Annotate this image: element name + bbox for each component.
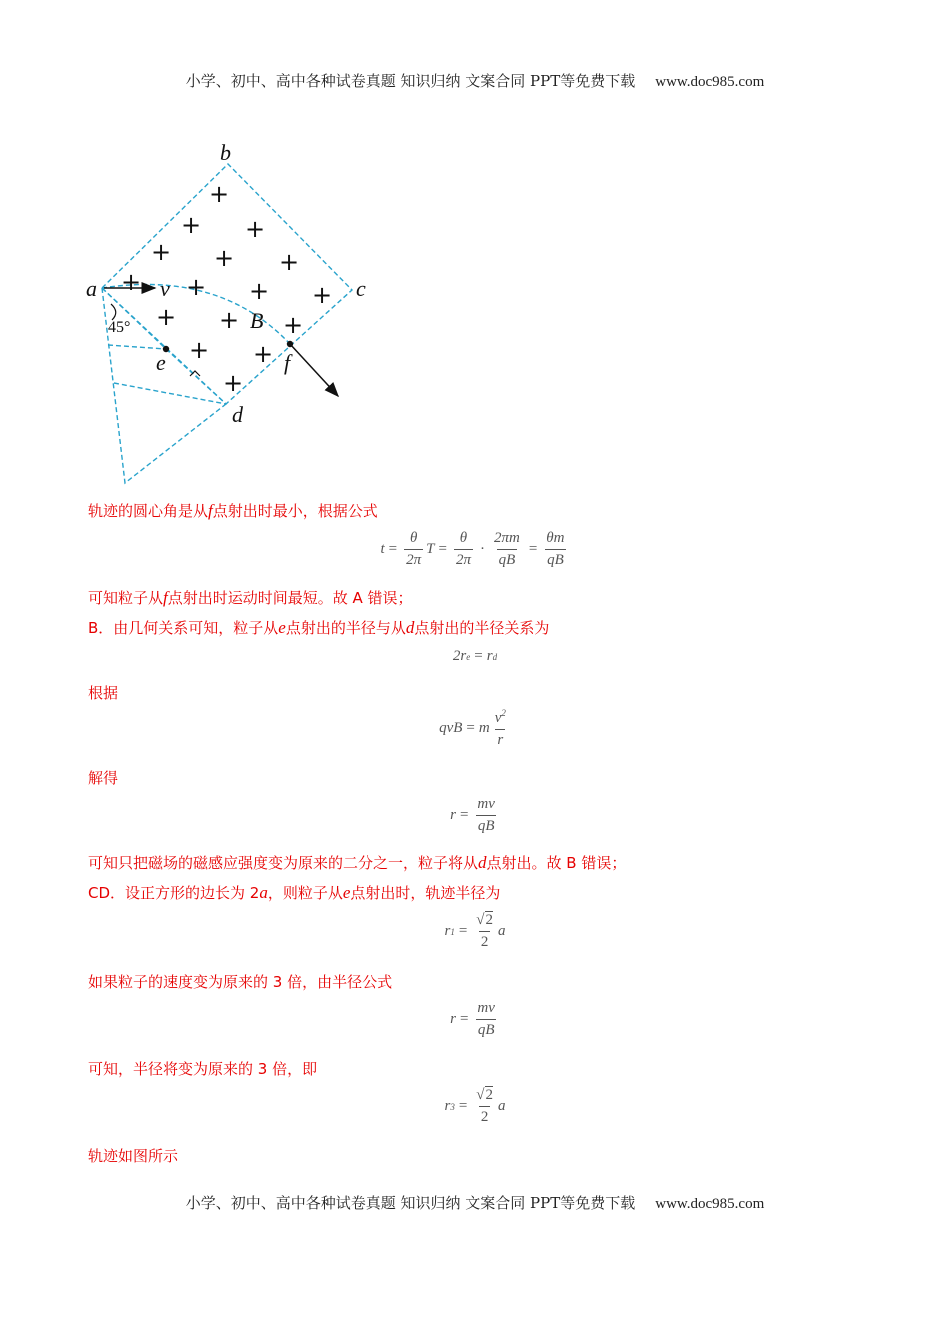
- field-plus: +: [252, 340, 274, 368]
- eq4-equals: =: [459, 807, 469, 823]
- para-5-text: 解得: [88, 769, 119, 787]
- para-10: [88, 1145, 178, 1166]
- para-2-text-b: 点射出时运动时间最短。故 A 错误；: [167, 589, 413, 607]
- field-plus: +: [208, 180, 230, 208]
- page-header: [0, 70, 950, 91]
- construction-line-1: [108, 345, 166, 349]
- equation-r1: [0, 912, 950, 951]
- para-9-text: 可知，半径将变为原来的 3 倍，即: [88, 1060, 318, 1078]
- point-f: [287, 341, 293, 347]
- para-7-var-e: e: [342, 883, 351, 902]
- label-v: v: [160, 276, 170, 301]
- header-text: 小学、初中、高中各种试卷真题 知识归纳 文案合同 PPT等免费下载: [185, 72, 636, 90]
- field-plus: +: [185, 273, 207, 301]
- eq1-equals: =: [388, 541, 398, 557]
- para-1-text-b: 点射出时最小，根据公式: [212, 502, 378, 520]
- eq5-den: 2: [479, 931, 491, 951]
- para-1-text-a: 轨迹的圆心角是从: [88, 502, 209, 520]
- eq3-frac: [493, 708, 508, 749]
- para-7-text-b: ，则粒子从: [267, 884, 343, 902]
- para-4: [88, 682, 118, 703]
- field-plus: +: [155, 303, 177, 331]
- field-plus: +: [213, 244, 235, 272]
- eq1-equals-3: =: [528, 541, 538, 557]
- equation-radius-relation: [0, 648, 950, 665]
- para-10-text: 轨迹如图所示: [88, 1147, 179, 1165]
- eq7-den: 2: [479, 1106, 491, 1126]
- equation-lorentz: [0, 708, 950, 749]
- eq5-frac: [474, 912, 495, 951]
- para-7-var-a: a: [259, 883, 268, 902]
- para-7: [88, 882, 500, 903]
- para-3-text-a: B．由几何关系可知，粒子从: [88, 619, 279, 637]
- eq5-sqrt: √: [476, 912, 485, 928]
- para-4-text: 根据: [88, 684, 119, 702]
- para-1-var-f: f: [208, 501, 213, 520]
- para-1: [88, 500, 378, 521]
- eq7-frac: [474, 1087, 495, 1126]
- para-6-var-d: d: [478, 853, 487, 872]
- eq1-T: T: [426, 541, 435, 557]
- construction-line-3: [114, 383, 226, 404]
- eq1-frac-3: $\frac{2\pi m}{qB}$: [493, 530, 520, 568]
- field-plus: +: [188, 336, 210, 364]
- eq7-a: a: [498, 1098, 506, 1114]
- field-plus: +: [248, 277, 270, 305]
- para-9: [88, 1058, 317, 1079]
- field-plus: +: [222, 369, 244, 397]
- label-d: d: [232, 402, 243, 427]
- field-plus: +: [278, 248, 300, 276]
- eq7-sub: 3: [450, 1101, 455, 1112]
- label-a: a: [86, 276, 97, 301]
- eq3-den: r: [495, 729, 505, 749]
- label-e: e: [156, 350, 166, 375]
- eq4-r: r: [450, 807, 456, 823]
- eq3-equals: =: [466, 720, 475, 736]
- para-6: [88, 852, 626, 873]
- label-angle: 45°: [108, 319, 131, 336]
- field-plus: +: [311, 281, 333, 309]
- label-b: b: [220, 140, 231, 165]
- eq7-sqrt: √: [476, 1087, 485, 1103]
- para-2-var-f: f: [163, 588, 168, 607]
- field-plus: +: [282, 311, 304, 339]
- eq7-equals: =: [458, 1098, 468, 1114]
- equation-r3: [0, 1087, 950, 1126]
- para-8-text: 如果粒子的速度变为原来的 3 倍，由半径公式: [88, 973, 393, 991]
- field-plus: +: [120, 268, 142, 296]
- eq3-num-sup: 2: [501, 708, 506, 718]
- eq3-lhs: qvB: [439, 720, 463, 736]
- eq6-equals: =: [459, 1011, 469, 1027]
- para-3-text-c: 点射出的半径关系为: [414, 619, 550, 637]
- eq1-frac-1: $\frac{\theta}{2\pi}$: [406, 530, 422, 568]
- physics-figure: [80, 140, 400, 495]
- eq1-frac-2: $\frac{\theta}{2\pi}$: [455, 530, 471, 568]
- para-8: [88, 971, 392, 992]
- para-3-var-d: d: [405, 618, 415, 637]
- eq5-r: r: [444, 923, 451, 939]
- eq7-r: r: [444, 1098, 451, 1114]
- footer-site: www.doc985.com: [655, 1196, 765, 1212]
- equation-time: [0, 530, 950, 569]
- eq7-rad: 2: [485, 1087, 494, 1103]
- exit-arrow: [290, 344, 338, 396]
- eq1-dot: ·: [479, 541, 485, 557]
- field-plus: +: [150, 238, 172, 266]
- eq5-equals: =: [458, 923, 468, 939]
- label-c: c: [356, 276, 366, 301]
- para-5: [88, 767, 118, 788]
- field-plus: +: [218, 306, 240, 334]
- footer-text: 小学、初中、高中各种试卷真题 知识归纳 文案合同 PPT等免费下载: [185, 1194, 636, 1212]
- para-2-text-a: 可知粒子从: [88, 589, 164, 607]
- eq5-a: a: [498, 923, 506, 939]
- eq1-t: t: [380, 541, 385, 557]
- para-6-text-a: 可知只把磁场的磁感应强度变为原来的二分之一，粒子将从: [88, 854, 479, 872]
- para-3-var-e: e: [278, 618, 286, 637]
- header-site: www.doc985.com: [655, 74, 765, 90]
- eq3-num: v: [494, 710, 502, 726]
- label-field-B: B: [250, 308, 264, 333]
- eq2-lhs: 2r: [452, 648, 467, 664]
- page-footer: [0, 1192, 950, 1213]
- label-f: f: [284, 350, 291, 375]
- angle-arc: [111, 304, 116, 320]
- eq2-rhs-sub: d: [492, 651, 498, 662]
- para-7-text-a: CD．设正方形的边长为 2: [88, 884, 260, 902]
- eq3-m: m: [478, 720, 490, 736]
- eq4-frac: $\frac{mv}{qB}$: [477, 796, 495, 834]
- para-2: [88, 587, 413, 608]
- field-plus: +: [244, 215, 266, 243]
- eq1-equals-2: =: [438, 541, 447, 557]
- para-6-text-b: 点射出。故 B 错误；: [486, 854, 627, 872]
- eq5-sub: 1: [450, 926, 455, 937]
- eq2-equals: =: [474, 648, 483, 664]
- eq6-frac: $\frac{mv}{qB}$: [477, 1000, 495, 1038]
- equation-radius-2: [0, 1000, 950, 1039]
- para-3-text-b: 点射出的半径与从: [285, 619, 406, 637]
- eq2-rhs: r: [486, 648, 493, 664]
- para-7-text-c: 点射出时，轨迹半径为: [350, 884, 501, 902]
- field-plus: +: [180, 211, 202, 239]
- eq2-lhs-sub: e: [466, 651, 471, 662]
- eq5-rad: 2: [485, 912, 494, 928]
- eq1-frac-4: $\frac{\theta m}{qB}$: [546, 530, 565, 568]
- eq6-r: r: [450, 1011, 456, 1027]
- equation-radius: [0, 796, 950, 835]
- para-3: [88, 617, 549, 638]
